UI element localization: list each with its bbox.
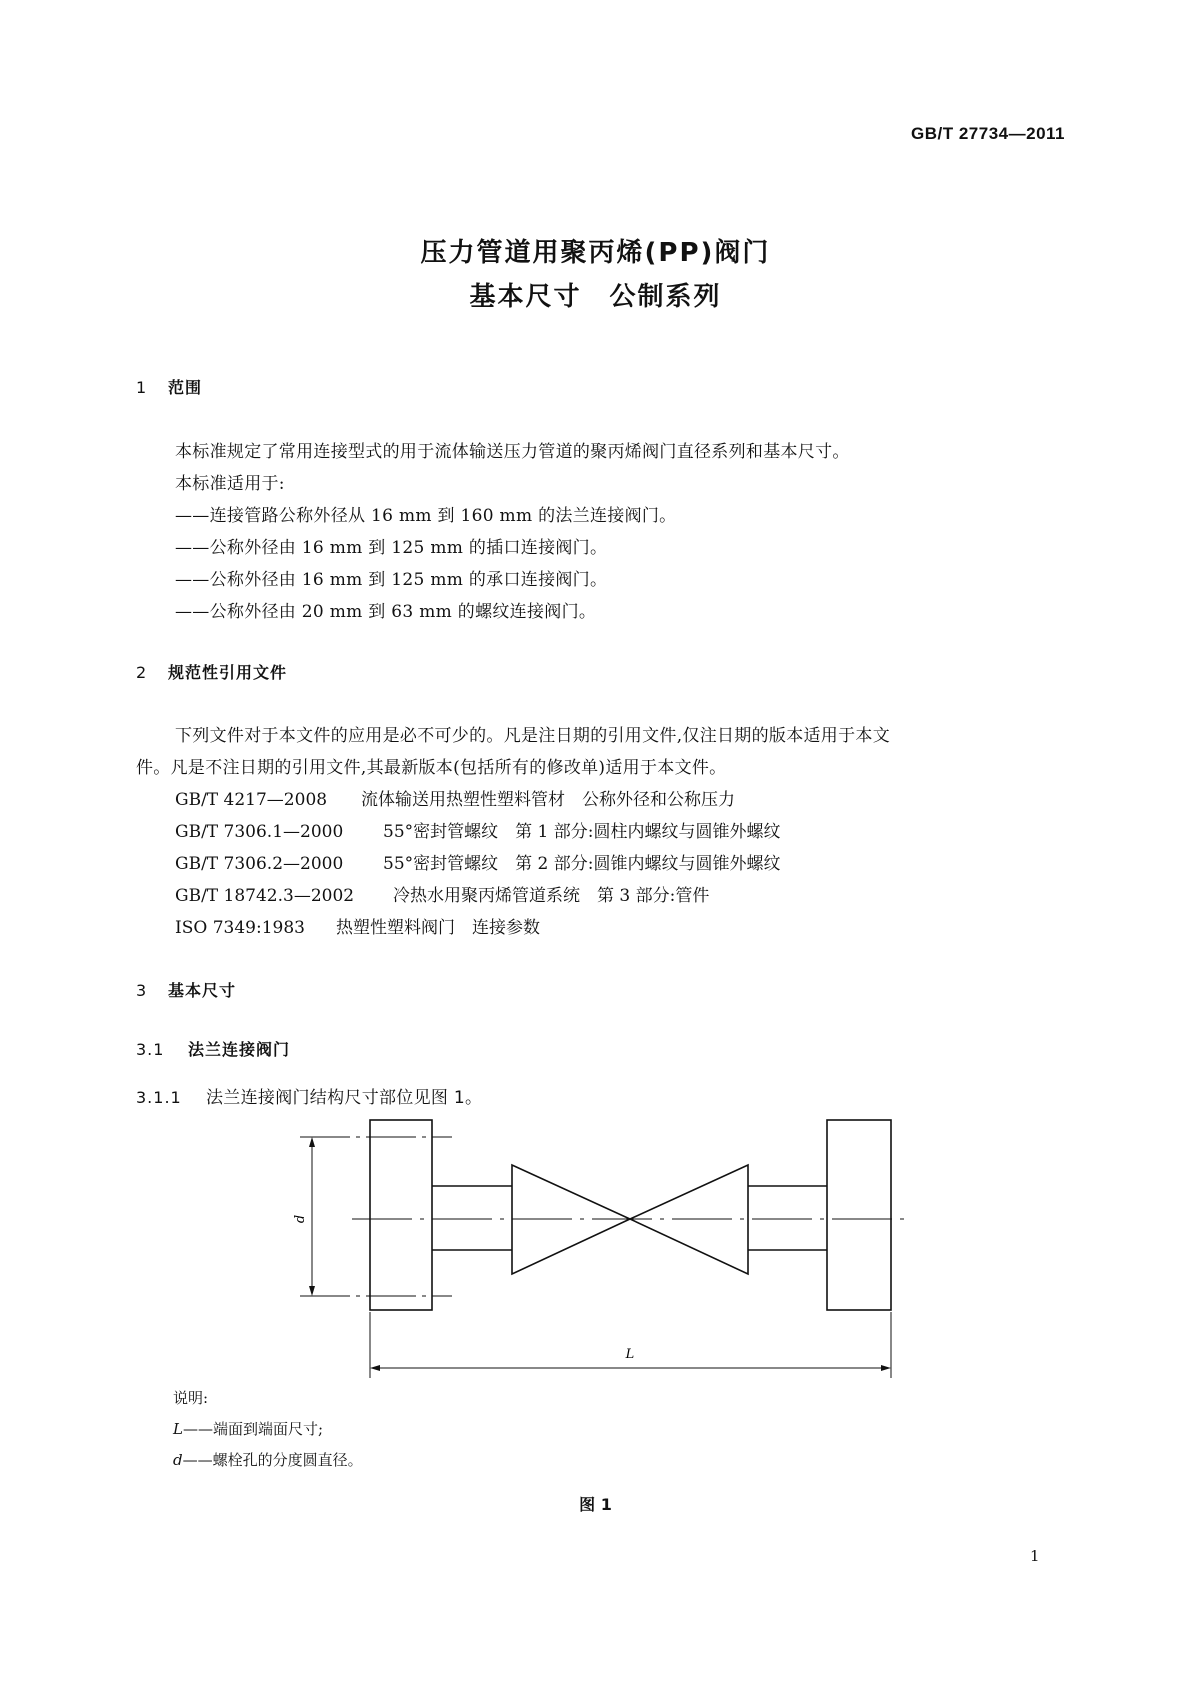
section-number: 1	[136, 378, 148, 397]
figure-notes-title: 说明:	[173, 1389, 209, 1407]
references-intro-line-1: 下列文件对于本文件的应用是必不可少的。凡是注日期的引用文件,仅注日期的版本适用于本文	[175, 726, 891, 746]
d-arrow-top	[309, 1137, 315, 1147]
section-number: 2	[136, 663, 148, 682]
references-intro-line-2: 件。凡是不注日期的引用文件,其最新版本(包括所有的修改单)适用于本文件。	[136, 758, 727, 778]
section-title: 规范性引用文件	[168, 663, 288, 682]
reference-code: GB/T 7306.1—2000	[175, 822, 344, 842]
reference-item	[175, 881, 709, 906]
section-3-heading	[136, 978, 236, 1001]
section-title: 基本尺寸	[168, 981, 237, 1000]
note-symbol: d	[173, 1451, 183, 1469]
d-arrow-bottom	[309, 1286, 315, 1296]
reference-code: GB/T 7306.2—2000	[175, 854, 344, 874]
note-text: ——螺栓孔的分度圆直径。	[182, 1451, 363, 1469]
reference-code: GB/T 18742.3—2002	[175, 886, 355, 906]
page-number: 1	[1030, 1547, 1040, 1565]
L-label: L	[625, 1347, 635, 1362]
note-symbol: L	[173, 1420, 183, 1438]
clause-number: 3.1.1	[136, 1088, 182, 1107]
reference-item	[175, 817, 780, 842]
d-label: d	[293, 1214, 308, 1224]
scope-applicability: 本标准适用于:	[175, 474, 285, 494]
clause-text: 法兰连接阀门结构尺寸部位见图 1。	[206, 1088, 483, 1108]
reference-title: 55°密封管螺纹 第 1 部分:圆柱内螺纹与圆锥外螺纹	[383, 822, 781, 842]
subsection-title: 法兰连接阀门	[188, 1040, 291, 1059]
note-text: ——端面到端面尺寸;	[182, 1420, 324, 1438]
reference-item	[175, 849, 780, 874]
section-number: 3	[136, 981, 148, 1000]
scope-item: ——公称外径由 16 mm 到 125 mm 的承口连接阀门。	[175, 570, 608, 590]
scope-item: ——连接管路公称外径从 16 mm 到 160 mm 的法兰连接阀门。	[175, 506, 677, 526]
reference-item	[175, 913, 540, 938]
figure-note	[173, 1418, 323, 1439]
subsection-number: 3.1	[136, 1040, 165, 1059]
scope-item: ——公称外径由 16 mm 到 125 mm 的插口连接阀门。	[175, 538, 608, 558]
scope-paragraph: 本标准规定了常用连接型式的用于流体输送压力管道的聚丙烯阀门直径系列和基本尺寸。	[175, 442, 850, 462]
reference-title: 流体输送用热塑性塑料管材 公称外径和公称压力	[361, 790, 735, 810]
figure-note	[173, 1449, 363, 1470]
section-2-heading	[136, 660, 287, 683]
document-title-line-1: 压力管道用聚丙烯(PP)阀门	[420, 238, 771, 268]
subsection-3-1-heading	[136, 1037, 290, 1060]
reference-title: 冷热水用聚丙烯管道系统 第 3 部分:管件	[393, 886, 710, 906]
valve-diagram	[0, 1100, 1191, 1390]
L-arrow-right	[881, 1365, 891, 1371]
left-flange	[370, 1120, 432, 1310]
scope-item: ——公称外径由 20 mm 到 63 mm 的螺纹连接阀门。	[175, 602, 597, 622]
reference-title: 热塑性塑料阀门 连接参数	[336, 918, 540, 938]
section-1-heading	[136, 375, 202, 398]
figure-caption: 图 1	[579, 1495, 612, 1514]
standard-code: GB/T 27734—2011	[911, 124, 1065, 143]
reference-code: ISO 7349:1983	[175, 918, 305, 938]
reference-code: GB/T 4217—2008	[175, 790, 328, 810]
right-flange	[827, 1120, 891, 1310]
reference-item	[175, 785, 735, 810]
reference-title: 55°密封管螺纹 第 2 部分:圆锥内螺纹与圆锥外螺纹	[383, 854, 781, 874]
document-title-line-2: 基本尺寸 公制系列	[469, 282, 722, 312]
section-title: 范围	[168, 378, 203, 397]
L-arrow-left	[370, 1365, 380, 1371]
